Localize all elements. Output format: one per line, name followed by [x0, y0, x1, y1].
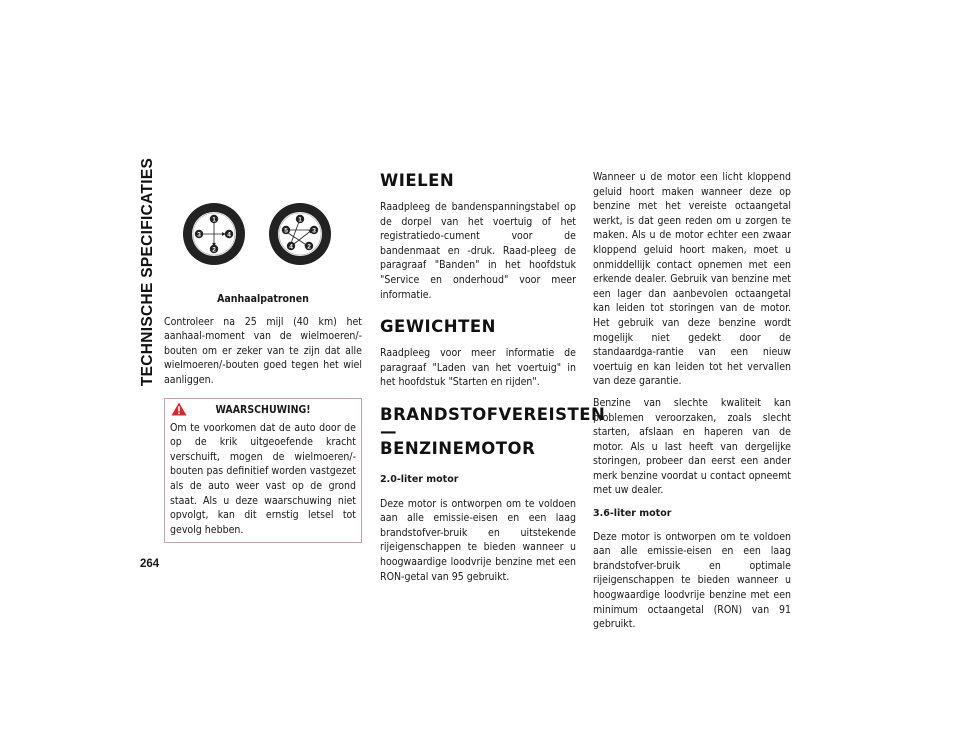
- heading-wielen: WIELEN: [380, 171, 455, 190]
- lug-number: 1: [298, 216, 302, 224]
- wheel-four-lug: [183, 203, 245, 265]
- lug-number: 4: [227, 231, 231, 239]
- motor-3-6-paragraph: Deze motor is ontworpen om te voldoen aan alle emissie-eisen en een laag brandstofver-bruik en optimale rijeigenschappen te bieden wanneer u hoogwaardige loodvrije benzine met een minimum octaangetal (RON) van 91 gebruikt.: [593, 530, 791, 631]
- lug-number: 2: [307, 243, 311, 251]
- subheading-2-0-liter: 2.0-liter motor: [380, 473, 459, 485]
- motor-2-0-paragraph: Deze motor is ontworpen om te voldoen aan alle emissie-eisen en een laag brandstofver-bruik en uitstekende rijeigenschappen te bieden wanneer u hoogwaardige loodvrije benzine met een RON-getal van 95 gebruikt.: [380, 497, 576, 583]
- heading-brandstofvereisten: [380, 404, 606, 458]
- wheel-pattern-diagram: [164, 186, 362, 278]
- torque-check-paragraph: Controleer na 25 mijl (40 km) het aanhaal-moment van de wielmoeren/-bouten om er zeker van te zijn dat alle wielmoeren/-bouten goed tegen het wiel aanliggen.: [164, 315, 362, 386]
- column-right: [593, 170, 791, 632]
- heading-brandstofvereisten-line1: BRANDSTOFVEREISTEN —: [380, 404, 606, 441]
- column-left: [164, 186, 362, 543]
- section-side-tab-label: TECHNISCHE SPECIFICATIES: [139, 157, 156, 387]
- page-number: 264: [140, 558, 160, 570]
- warning-header: [165, 399, 361, 421]
- warning-triangle-icon: [171, 402, 187, 416]
- heading-brandstofvereisten-line2: BENZINEMOTOR: [380, 438, 536, 458]
- heading-gewichten: GEWICHTEN: [380, 317, 496, 337]
- lug-number: 1: [212, 216, 216, 224]
- figure-caption: Aanhaalpatronen: [217, 293, 309, 305]
- lug-number: 3: [312, 227, 316, 235]
- wielen-paragraph: Raadpleeg de bandenspanningstabel op de dorpel van het voertuig of het registratiedo-cument voor de bandenmaat en -druk. Raad-pleeg de paragraaf "Banden" in het hoofdstuk "Service en onderhoud" voor meer informatie.: [380, 201, 576, 301]
- section-side-tab: [138, 157, 158, 387]
- knock-paragraph: Wanneer u de motor een licht kloppend geluid hoort maken wanneer deze op benzine met het vereiste octaangetal werkt, is dat geen reden om u zorgen te maken. Als u de motor echter een zwaar kloppend geluid hoort maken, moet u onmiddellijk contact opnemen met een erkende dealer. Gebruik van benzine met een lager dan aanbevolen octaangetal kan leiden tot storingen van de motor. Het gebruik van deze benzine wordt mogelijk niet gedekt door de standaardga-rantie van een nieuw voertuig en kan leiden tot het vervallen van deze garantie.: [593, 171, 791, 388]
- gewichten-paragraph: Raadpleeg voor meer informatie de paragraaf "Laden van het voertuig" in het hoofdstuk "Starten en rijden".: [380, 347, 576, 389]
- subheading-3-6-liter: 3.6-liter motor: [593, 508, 672, 520]
- torque-pattern-figure: [164, 186, 362, 278]
- lug-number: 3: [197, 231, 201, 239]
- fuel-quality-paragraph: Benzine van slechte kwaliteit kan problemen veroorzaken, zoals slecht starten, afslaan en haperen van de motor. Als u last heeft van dergelijke storingen, probeer dan eerst een ander merk benzine voordat u contact opneemt met uw dealer.: [593, 396, 791, 497]
- column-middle: [380, 171, 606, 584]
- warning-box: [164, 398, 362, 544]
- warning-text: Om te voorkomen dat de auto door de op de krik uitgeoefende kracht verschuift, mogen de wielmoeren/-bouten pas definitief worden vastgezet als de auto weer vast op de grond staat. Als u deze waarschuwing niet opvolgt, kan dit ernstig letsel tot gevolg hebben.: [170, 421, 356, 536]
- wheel-five-lug: [269, 203, 331, 265]
- warning-title: WAARSCHUWING!: [215, 403, 311, 416]
- lug-number: 5: [284, 227, 288, 235]
- lug-number: 2: [212, 246, 216, 254]
- lug-number: 4: [289, 243, 293, 251]
